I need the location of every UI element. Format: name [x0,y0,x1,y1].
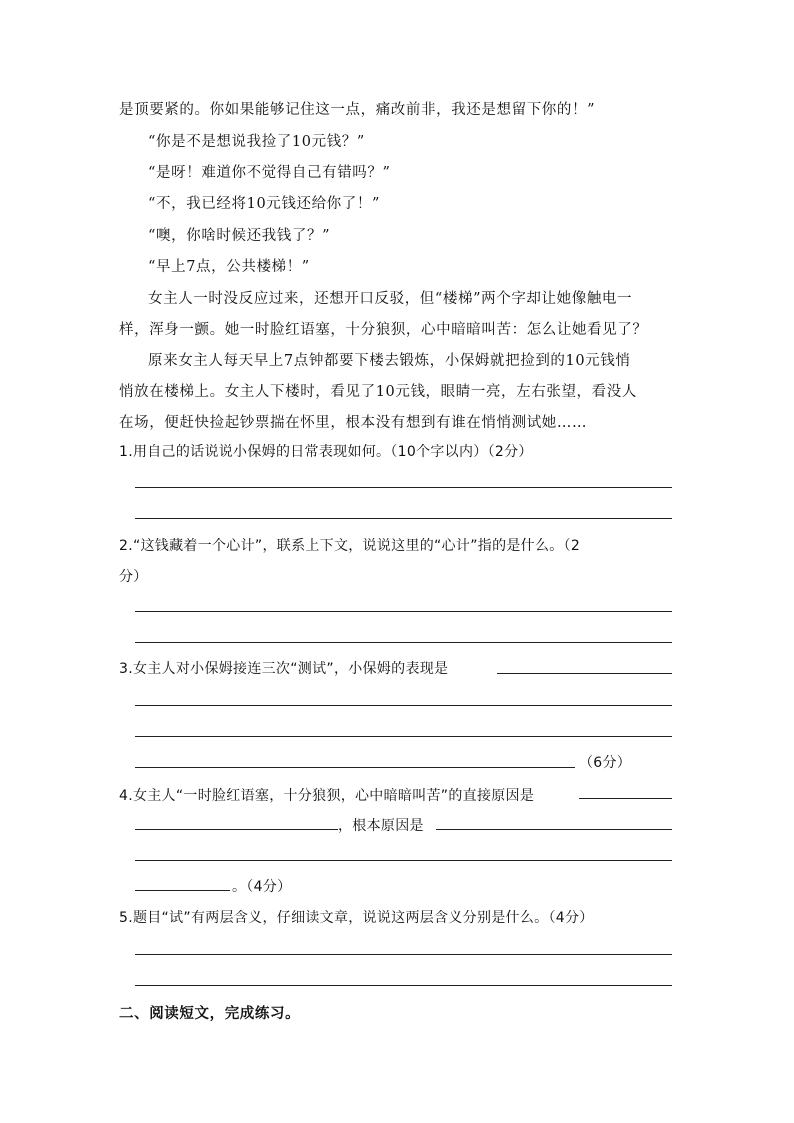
answer-line[interactable] [135,518,672,519]
answer-line[interactable] [135,705,672,706]
answer-line[interactable] [135,985,672,986]
question-4-mid: ，根本原因是 [338,818,424,834]
passage-line: 悄放在楼梯上。女主人下楼时，看见了10元钱，眼睛一亮，左右张望，看没人 [119,384,637,400]
question-2: 2.“这钱藏着一个心计”，联系上下文，说说这里的“心计”指的是什么。（2 [119,538,581,554]
question-5: 5.题目“试”有两层含义，仔细读文章，说说这两层含义分别是什么。（4分） [119,910,594,926]
question-4: 4.女主人“一时脸红语塞，十分狼狈，心中暗暗叫苦”的直接原因是 [119,788,535,804]
answer-blank[interactable] [497,673,672,674]
question-1: 1.用自己的话说说小保姆的日常表现如何。（10个字以内）（2分） [119,444,533,460]
dialogue-line: “不，我已经将10元钱还给你了！” [148,196,380,212]
answer-line[interactable] [135,767,575,768]
answer-blank[interactable] [579,798,672,799]
dialogue-line: “你是不是想说我捡了10元钱？” [148,134,365,150]
question-2-cont: 分） [119,569,148,585]
passage-line: 在场，便赶快捡起钞票揣在怀里，根本没有想到有谁在悄悄测试她…… [119,415,588,431]
passage-line: 样，浑身一颤。她一时脸红语塞，十分狼狈，心中暗暗叫苦：怎么让她看见了？ [119,322,648,338]
answer-line[interactable] [135,736,672,737]
question-3-score: （6分） [579,755,632,771]
dialogue-line: “是呀！难道你不觉得自己有错吗？” [148,165,391,181]
dialogue-line: “早上7点，公共楼梯！” [148,259,310,275]
answer-blank[interactable] [135,829,338,830]
passage-line: 原来女主人每天早上7点钟都要下楼去锻炼，小保姆就把捡到的10元钱悄 [148,353,631,369]
question-4-end: 。（4分） [232,879,292,895]
answer-line[interactable] [135,487,672,488]
dialogue-line: “噢，你啥时候还我钱了？” [148,228,331,244]
answer-line[interactable] [135,860,672,861]
answer-line[interactable] [135,642,672,643]
passage-line: 女主人一时没反应过来，还想开口反驳，但“楼梯”两个字却让她像触电一 [148,291,633,307]
question-3: 3.女主人对小保姆接连三次“测试”，小保姆的表现是 [119,661,449,677]
answer-blank[interactable] [436,829,672,830]
answer-blank[interactable] [135,890,230,891]
answer-line[interactable] [135,611,672,612]
passage-line: 是顶要紧的。你如果能够记住这一点，痛改前非，我还是想留下你的！” [119,102,596,118]
section-heading: 二、阅读短文，完成练习。 [119,1006,301,1022]
answer-line[interactable] [135,954,672,955]
